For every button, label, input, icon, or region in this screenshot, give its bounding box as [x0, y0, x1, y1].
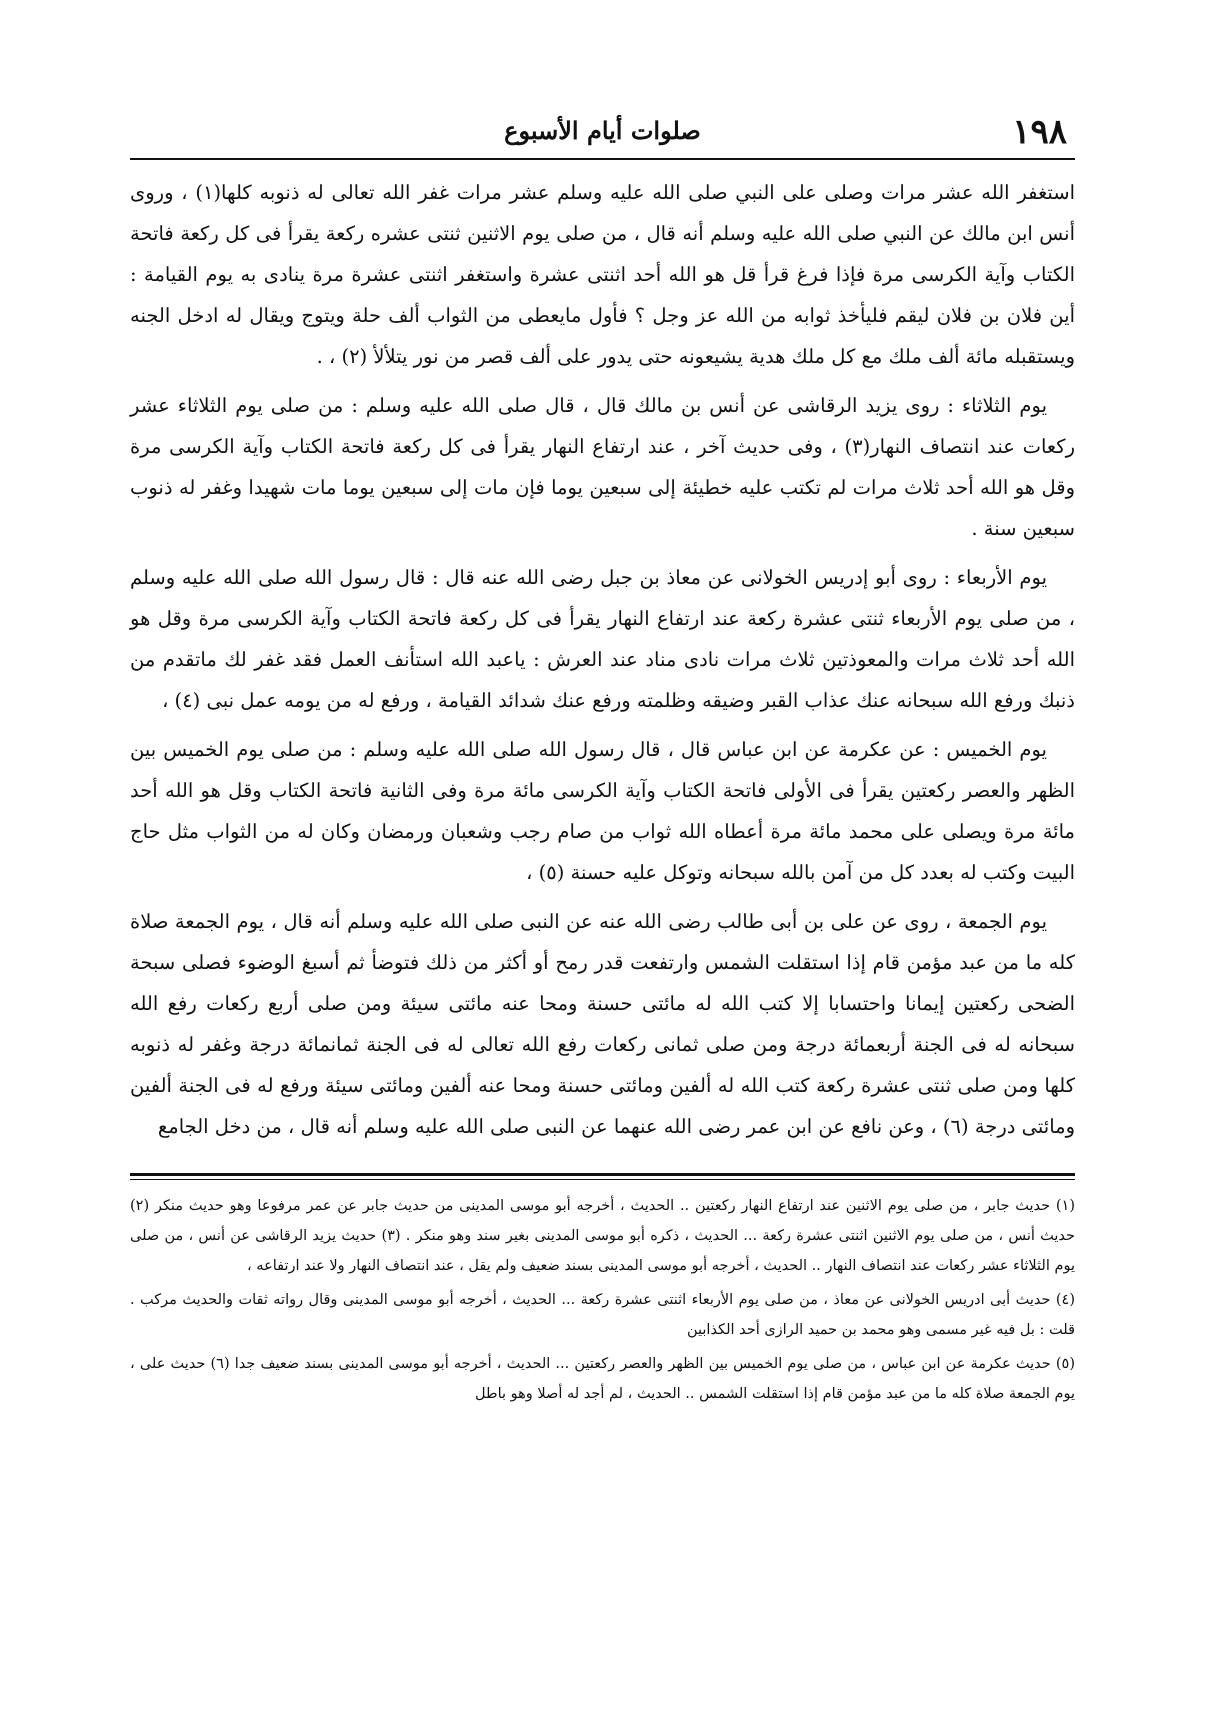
paragraph-monday: استغفر الله عشر مرات وصلى على النبي صلى الله عليه وسلم عشر مرات غفر الله تعالى له ذنوبه كلها(١) ، وروى أنس ابن مالك عن النبي صلى الله عليه وسلم أنه قال ، من صلى يوم الاثنين ثنتى عشره ركعة يقرأ فى كل ركعة فاتحة الكتاب وآية الكرسى مرة فإذا فرغ قرأ قل هو الله أحد اثنتى عشرة واستغفر اثنتى عشرة مرة ينادى به يوم القيامة : أين فلان بن فلان ليقم فليأخذ ثوابه من الله عز وجل ؟ فأول مايعطى من الثواب ألف حلة ويتوج ويقال له ادخل الجنه ويستقبله مائة ألف ملك مع كل ملك هدية يشيعونه حتى يدور على ألف قصر من نور يتلألأ (٢) ، . — [130, 181, 1076, 368]
footnotes — [130, 1191, 1075, 1409]
page-header — [130, 108, 1075, 160]
page-number: ١٩٨ — [1012, 112, 1067, 152]
footnote: (١) حديث جابر ، من صلى يوم الاثنين عند ارتفاع النهار ركعتين .. الحديث ، أخرجه أبو موسى المدينى من حديث جابر عن عمر مرفوعا وهو حديث منكر (٢) حديث أنس ، من صلى يوم الاثنين اثنتى عشرة ركعة ... الحديث ، ذكره أبو موسى المدينى بغير سند وهو منكر . (٣) حديث يزيد الرقاشى عن أنس ، من صلى يوم الثلاثاء عشر ركعات عند انتصاف النهار .. الحديث ، أخرجه أبو موسى المدينى بسند ضعيف ولم يقل ، عند انتصاف النهار ولا عند ارتفاعه ، — [130, 1198, 1076, 1274]
paragraph-tuesday: يوم الثلاثاء : روى يزيد الرقاشى عن أنس بن مالك قال ، قال صلى الله عليه وسلم : من صلى يوم الثلاثاء عشر ركعات عند انتصاف النهار(٣) ، وفى حديث آخر ، عند ارتفاع النهار يقرأ فى كل ركعة فاتحة الكتاب وآية الكرسى مرة وقل هو الله أحد ثلاث مرات لم تكتب عليه خطيئة إلى سبعين يوما فإن مات إلى سبعين يوما مات شهيدا وغفر له ذنوب سبعين سنة . — [130, 394, 1076, 540]
paragraph-wednesday: يوم الأربعاء : روى أبو إدريس الخولانى عن معاذ بن جبل رضى الله عنه قال : قال رسول الله صلى الله عليه وسلم ، من صلى يوم الأربعاء ثنتى عشرة ركعة عند ارتفاع النهار يقرأ فى كل ركعة فاتحة الكتاب وآية الكرسى مرة وقل هو الله أحد ثلاث مرات والمعوذتين ثلاث مرات نادى مناد عند العرش : ياعبد الله استأنف العمل فقد غفر لك ماتقدم من ذنبك ورفع الله سبحانه عنك عذاب القبر وضيقه وظلمته ورفع عنك شدائد القيامة ، ورفع له من يومه عمل نبى (٤) ، — [130, 566, 1076, 712]
paragraph-thursday: يوم الخميس : عن عكرمة عن ابن عباس قال ، قال رسول الله صلى الله عليه وسلم : من صلى يوم الخميس بين الظهر والعصر ركعتين يقرأ فى الأولى فاتحة الكتاب وآية الكرسى مائة مرة وفى الثانية فاتحة الكتاب وقل هو الله أحد مائة مرة ويصلى على محمد مائة مرة أعطاه الله ثواب من صام رجب وشعبان ورمضان وكان له من الثواب مثل حاج البيت وكتب له بعدد كل من آمن بالله سبحانه وتوكل عليه حسنة (٥) ، — [130, 738, 1075, 884]
main-text — [130, 172, 1075, 1147]
footnote: (٥) حديث عكرمة عن ابن عباس ، من صلى يوم الخميس بين الظهر والعصر ركعتين ... الحديث ، أخرجه أبو موسى المدينى بسند ضعيف جدا (٦) حديث على ، يوم الجمعة صلاة كله ما من عبد مؤمن قام إذا استقلت الشمس .. الحديث ، لم أجد له أصلا وهو باطل — [130, 1356, 1075, 1402]
footnote-separator — [130, 1173, 1075, 1181]
book-page — [130, 108, 1075, 1668]
running-title: صلوات أيام الأسبوع — [504, 116, 701, 145]
footnote: (٤) حديث أبى ادريس الخولانى عن معاذ ، من صلى يوم الأربعاء اثنتى عشرة ركعة ... الحديث ، أخرجه أبو موسى المدينى وقال رواته ثقات والحديث مركب . قلت : بل فيه غير مسمى وهو محمد بن حميد الرازى أحد الكذابين — [130, 1292, 1075, 1338]
paragraph-friday: يوم الجمعة ، روى عن على بن أبى طالب رضى الله عنه عن النبى صلى الله عليه وسلم أنه قال ، يوم الجمعة صلاة كله ما من عبد مؤمن قام إذا استقلت الشمس وارتفعت قدر رمح أو أكثر من ذلك فتوضأ ثم أسبغ الوضوء فصلى سبحة الضحى ركعتين إيمانا واحتسابا إلا كتب الله له مائتى حسنة ومحا عنه مائتى سيئة ومن صلى أربع ركعات رفع الله سبحانه له فى الجنة أربعمائة درجة ومن صلى ثمانى ركعات رفع الله تعالى له فى الجنة ثمانمائة درجة وغفر له ذنوبه كلها ومن صلى ثنتى عشرة ركعة كتب الله له ألفين ومائتى حسنة ومحا عنه ألفين ومائتى سيئة ورفع له فى الجنة ألفين ومائتى درجة (٦) ، وعن نافع عن ابن عمر رضى الله عنهما عن النبى صلى الله عليه وسلم أنه قال ، من دخل الجامع — [130, 910, 1075, 1138]
